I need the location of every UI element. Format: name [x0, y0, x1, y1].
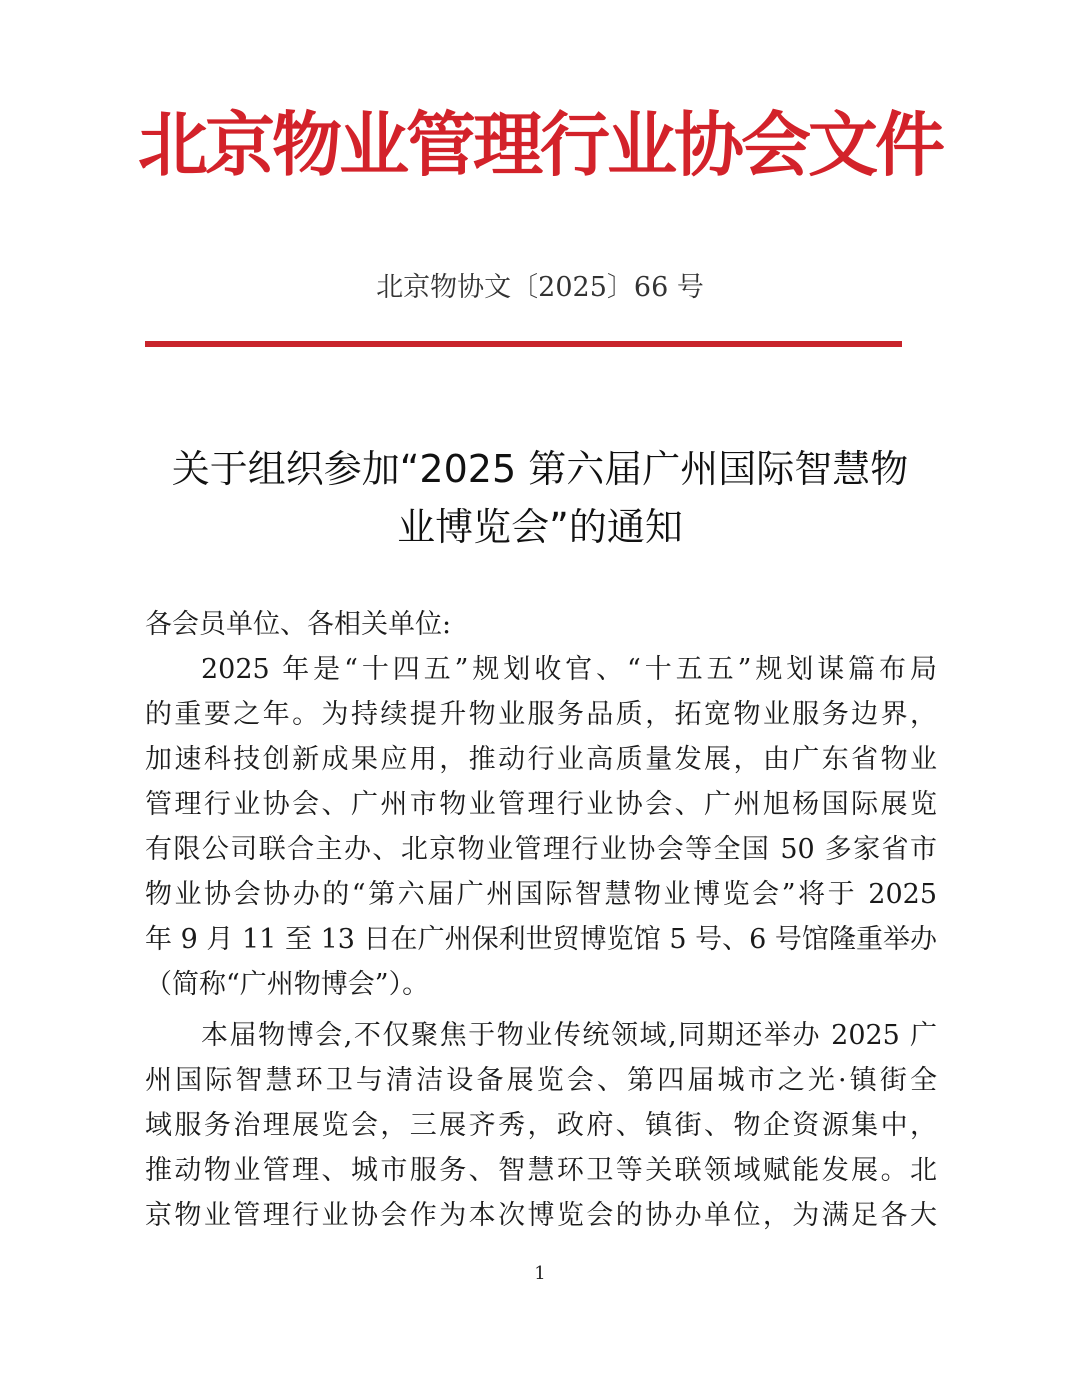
- paragraph-line: （简称“广州物博会”）。: [145, 969, 430, 1000]
- paragraph-line: 加速科技创新成果应用，推动行业高质量发展，由广东省物业: [145, 744, 937, 775]
- paragraph-2: [145, 1013, 937, 1238]
- org-document-title: 北京物业管理行业协会文件: [138, 103, 942, 186]
- paragraph-line: 有限公司联合主办、北京物业管理行业协会等全国 50 多家省市: [145, 834, 937, 865]
- paragraph-line: 州国际智慧环卫与清洁设备展览会、第四届城市之光·镇街全: [145, 1065, 937, 1096]
- page-number: 1: [534, 1263, 546, 1284]
- paragraph-line: 2025 年是“十四五”规划收官、“十五五”规划谋篇布局: [201, 654, 937, 685]
- red-divider-rule: [145, 341, 902, 347]
- notice-title: [120, 440, 960, 556]
- notice-body: [145, 602, 937, 1238]
- paragraph-line: 京物业管理行业协会作为本次博览会的协办单位，为满足各大: [145, 1200, 937, 1231]
- paragraph-line: 本届物博会,不仅聚焦于物业传统领域,同期还举办 2025 广: [201, 1020, 937, 1051]
- paragraph-line: 域服务治理展览会，三展齐秀，政府、镇街、物企资源集中，: [145, 1110, 937, 1141]
- salutation: 各会员单位、各相关单位:: [145, 609, 452, 640]
- paragraph-line: 推动物业管理、城市服务、智慧环卫等关联领域赋能发展。北: [145, 1155, 937, 1186]
- notice-title-line-1: 关于组织参加“2025 第六届广州国际智慧物: [171, 447, 909, 491]
- paragraph-line: 物业协会协办的“第六届广州国际智慧物业博览会”将于 2025: [145, 879, 937, 910]
- document-number: 北京物协文〔2025〕66 号: [376, 272, 704, 303]
- paragraph-1: [145, 647, 937, 1007]
- paragraph-line: 年 9 月 11 至 13 日在广州保利世贸博览馆 5 号、6 号馆隆重举办: [145, 924, 937, 955]
- paragraph-line: 管理行业协会、广州市物业管理行业协会、广州旭杨国际展览: [145, 789, 937, 820]
- paragraph-line: 的重要之年。为持续提升物业服务品质，拓宽物业服务边界，: [145, 699, 937, 730]
- notice-title-line-2: 业博览会”的通知: [397, 505, 683, 549]
